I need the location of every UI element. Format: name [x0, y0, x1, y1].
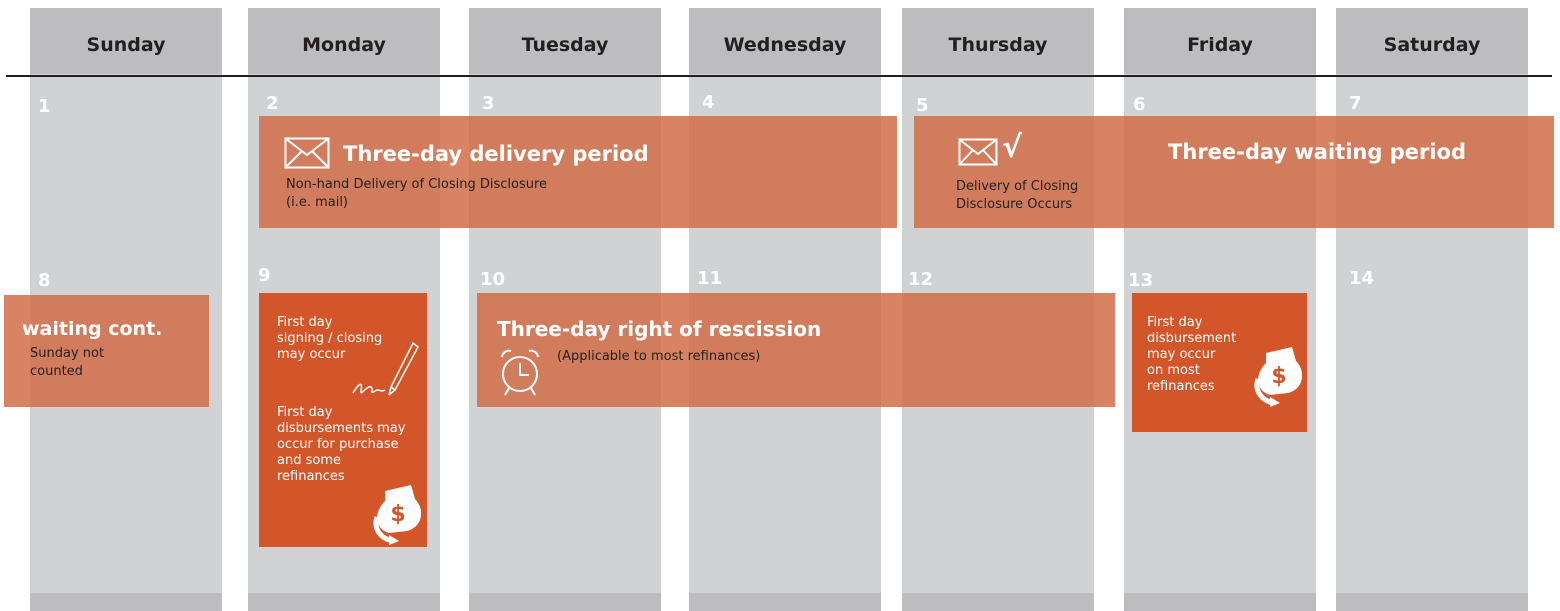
date-14: 14 — [1349, 268, 1375, 289]
header-divider — [6, 75, 1552, 77]
disbursement-text: First day disbursements may occur for purchase and some refinances — [277, 405, 406, 484]
date-5: 5 — [916, 95, 929, 116]
day-name-monday: Monday — [302, 34, 386, 56]
svg-text:$: $ — [390, 502, 406, 527]
day-column-saturday — [1336, 8, 1528, 611]
date-12: 12 — [908, 269, 934, 290]
monday-signing-card — [259, 293, 427, 547]
date-4: 4 — [702, 92, 715, 113]
date-6: 6 — [1133, 94, 1146, 115]
date-10: 10 — [480, 269, 506, 290]
rescission-text: (Applicable to most refinances) — [557, 349, 761, 364]
signing-text: First day signing / closing may occur — [277, 315, 383, 362]
waiting-period-title: Three-day waiting period — [1168, 140, 1466, 164]
column-footer — [1124, 593, 1316, 611]
date-11: 11 — [697, 268, 723, 289]
column-footer — [689, 593, 881, 611]
envelope-icon — [958, 138, 998, 166]
delivery-period-text: Non-hand Delivery of Closing Disclosure (i.e. mail) — [286, 177, 548, 210]
disbursement-text: First day disbursement may occur on most refinances — [1147, 315, 1237, 394]
date-7: 7 — [1349, 93, 1362, 114]
waiting-period-band — [914, 116, 1554, 228]
date-8: 8 — [38, 270, 51, 291]
waiting-continued-title: waiting cont. — [22, 318, 163, 340]
column-footer — [1336, 593, 1528, 611]
delivery-period-title: Three-day delivery period — [343, 142, 649, 166]
day-name-tuesday: Tuesday — [521, 34, 609, 56]
delivery-period-band — [259, 116, 897, 228]
day-name-thursday: Thursday — [948, 34, 1048, 56]
column-footer — [248, 593, 440, 611]
waiting-continued-band — [4, 295, 209, 407]
rescission-title: Three-day right of rescission — [497, 317, 822, 341]
alarm-clock-icon — [497, 345, 543, 399]
envelope-icon — [284, 137, 330, 169]
date-1: 1 — [38, 96, 51, 117]
day-name-friday: Friday — [1187, 34, 1253, 56]
waiting-period-text: Delivery of Closing Disclosure Occurs — [956, 179, 1079, 212]
money-bag-icon — [1252, 345, 1306, 407]
column-footer — [30, 593, 222, 611]
day-name-wednesday: Wednesday — [723, 34, 847, 56]
day-name-sunday: Sunday — [86, 34, 166, 56]
column-footer — [469, 593, 661, 611]
date-3: 3 — [482, 93, 495, 114]
money-bag-icon — [371, 483, 425, 545]
date-2: 2 — [266, 93, 279, 114]
svg-text:$: $ — [1271, 364, 1287, 389]
date-13: 13 — [1128, 270, 1154, 291]
date-9: 9 — [258, 265, 271, 286]
waiting-continued-text: Sunday not counted — [30, 346, 105, 379]
friday-disbursement-card — [1132, 293, 1307, 432]
rescission-band — [477, 293, 1115, 407]
column-footer — [902, 593, 1094, 611]
pen-signature-icon — [347, 335, 419, 407]
day-name-saturday: Saturday — [1383, 34, 1481, 56]
checkmark-icon: √ — [1002, 130, 1023, 165]
